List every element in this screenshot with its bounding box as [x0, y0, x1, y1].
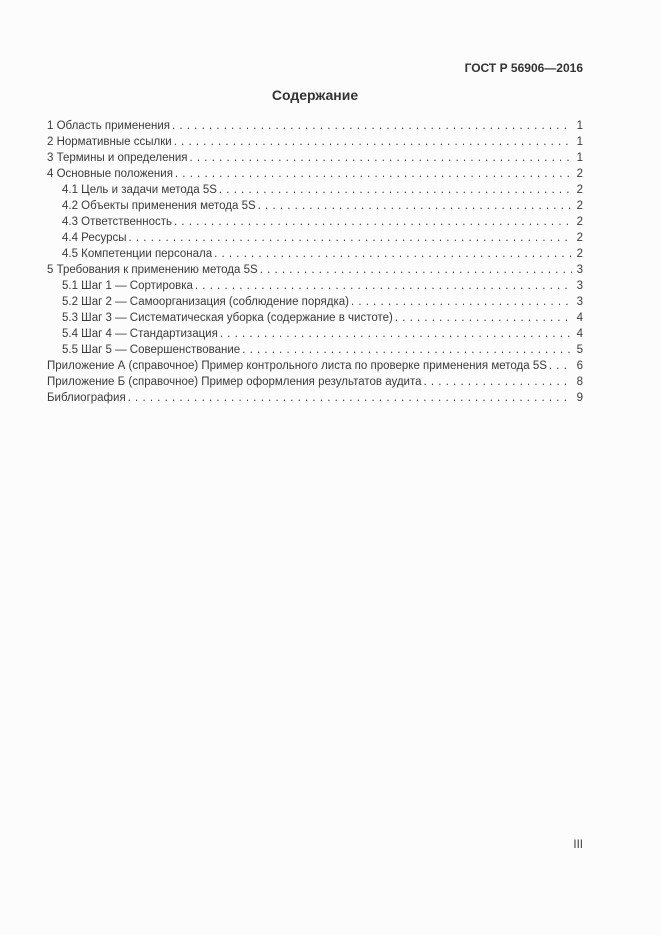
toc-dot-leader — [129, 230, 572, 246]
toc-entry-page-number: 3 — [576, 264, 583, 276]
toc-entry-page-number: 2 — [576, 232, 583, 244]
toc-dot-leader — [219, 182, 572, 198]
toc-entry-page-number: 2 — [576, 184, 583, 196]
toc-entry — [47, 310, 583, 326]
toc-entry — [47, 262, 583, 278]
page-number-footer: III — [573, 839, 583, 851]
toc-entry-label: 4 Основные положения — [47, 168, 173, 180]
toc-entry-label: 4.5 Компетенции персонала — [62, 248, 213, 260]
toc-entry-label: Приложение Б (справочное) Пример оформления результатов аудита — [47, 376, 422, 388]
toc-entry-label: 5.5 Шаг 5 — Совершенствование — [62, 344, 241, 356]
toc-entry-label: 5.1 Шаг 1 — Сортировка — [62, 280, 193, 292]
toc-entry — [47, 198, 583, 214]
toc-entry — [47, 230, 583, 246]
toc-entry-page-number: 1 — [576, 152, 583, 164]
toc-dot-leader — [258, 198, 572, 214]
toc-entry-label: 3 Термины и определения — [47, 152, 188, 164]
toc-entry-label: 2 Нормативные ссылки — [47, 136, 172, 148]
toc-entry — [47, 326, 583, 342]
toc-dot-leader — [395, 310, 572, 326]
toc-dot-leader — [214, 246, 572, 262]
toc-dot-leader — [174, 134, 572, 150]
toc-dot-leader — [549, 358, 572, 374]
toc-entry-page-number: 3 — [576, 296, 583, 308]
toc-entry — [47, 214, 583, 230]
toc-dot-leader — [260, 262, 572, 278]
toc-dot-leader — [172, 118, 572, 134]
toc-entry — [47, 278, 583, 294]
toc-dot-leader — [174, 214, 572, 230]
toc-entry-label: 5.2 Шаг 2 — Самоорганизация (соблюдение порядка) — [62, 296, 349, 308]
toc-entry-label: 4.3 Ответственность — [62, 216, 173, 228]
toc-entry — [47, 246, 583, 262]
toc-entry-page-number: 4 — [576, 328, 583, 340]
toc-entry — [47, 150, 583, 166]
toc-entry — [47, 166, 583, 182]
toc-entry-label: 1 Область применения — [47, 120, 171, 132]
toc-entry — [47, 358, 583, 374]
toc-entry — [47, 134, 583, 150]
toc-entry — [47, 390, 583, 406]
toc-entry-label: 5.4 Шаг 4 — Стандартизация — [62, 328, 218, 340]
toc-entry-page-number: 1 — [576, 120, 583, 132]
toc-dot-leader — [424, 374, 572, 390]
toc-dot-leader — [220, 326, 572, 342]
toc-entry-page-number: 6 — [576, 360, 583, 372]
toc-entry-page-number: 5 — [576, 344, 583, 356]
toc-dot-leader — [175, 166, 572, 182]
toc-entry — [47, 374, 583, 390]
toc-entry-label: 4.2 Объекты применения метода 5S — [62, 200, 256, 212]
toc-dot-leader — [190, 150, 572, 166]
toc-entry-page-number: 1 — [576, 136, 583, 148]
toc-title: Содержание — [271, 87, 359, 103]
toc-list — [47, 118, 583, 406]
toc-entry-label: Приложение А (справочное) Пример контрольного листа по проверке применения метода 5S — [47, 360, 547, 372]
toc-dot-leader — [242, 342, 572, 358]
toc-entry-page-number: 2 — [576, 216, 583, 228]
toc-dot-leader — [128, 390, 572, 406]
toc-entry-label: Библиография — [47, 392, 126, 404]
toc-entry-label: 4.1 Цель и задачи метода 5S — [62, 184, 217, 196]
toc-entry-label: 5 Требования к применению метода 5S — [47, 264, 258, 276]
toc-entry-page-number: 3 — [576, 280, 583, 292]
toc-entry-page-number: 9 — [576, 392, 583, 404]
toc-dot-leader — [351, 294, 572, 310]
toc-entry-page-number: 2 — [576, 168, 583, 180]
toc-entry-label: 5.3 Шаг 3 — Систематическая уборка (содержание в чистоте) — [62, 312, 393, 324]
toc-entry — [47, 118, 583, 134]
toc-entry — [47, 294, 583, 310]
document-header: ГОСТ Р 56906—2016 — [464, 61, 583, 75]
toc-entry-page-number: 2 — [576, 248, 583, 260]
toc-entry-page-number: 8 — [576, 376, 583, 388]
toc-entry-label: 4.4 Ресурсы — [62, 232, 127, 244]
toc-entry-page-number: 2 — [576, 200, 583, 212]
toc-entry — [47, 182, 583, 198]
toc-entry-page-number: 4 — [576, 312, 583, 324]
toc-dot-leader — [195, 278, 572, 294]
toc-entry — [47, 342, 583, 358]
